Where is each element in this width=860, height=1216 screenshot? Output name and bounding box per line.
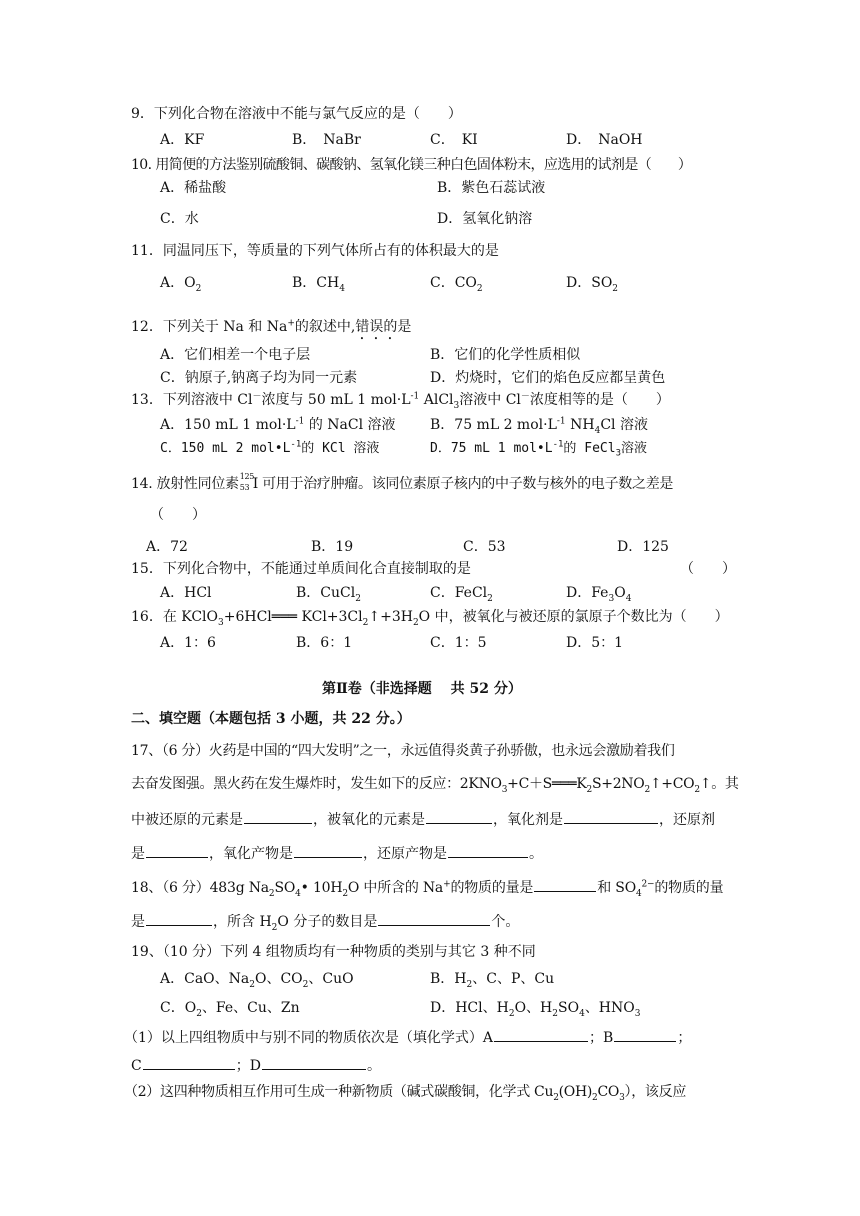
answer-blank[interactable]	[564, 809, 658, 824]
q14-paren: （ ）	[150, 507, 206, 523]
q11-stem: 11．同温同压下，等质量的下列气体所占有的体积最大的是	[131, 243, 499, 259]
q12-option-d: D．灼烧时，它们的焰色反应都呈黄色	[430, 370, 666, 386]
answer-blank[interactable]	[534, 877, 596, 892]
q9-option-b: B． NaBr	[292, 132, 361, 148]
answer-blank[interactable]	[294, 843, 362, 858]
isotope-notation: 125 53	[239, 472, 255, 492]
q9-stem: 9．下列化合物在溶液中不能与氯气反应的是（ ）	[131, 106, 462, 122]
q13-stem: 13．下列溶液中 Cl－浓度与 50 mL 1 $mol\cdot L^{-1}$ AlCl$_3$溶液中 Cl－浓度相等的是（ ）	[131, 391, 670, 411]
answer-blank[interactable]	[614, 1027, 676, 1042]
q16-stem: 16．在 KClO$_3$+6HCl═══ $KCl+3Cl_2↑+3H_2O$ 中，被氧化与被还原的氯原子个数比为（ ）	[131, 609, 729, 628]
answer-blank[interactable]	[146, 843, 208, 858]
q14-option-b: B．19	[311, 539, 354, 555]
q10-option-a: A．稀盐酸	[160, 180, 227, 196]
q14-option-d: D．125	[617, 539, 669, 555]
q15-stem: 15．下列化合物中，不能通过单质间化合直接制取的是	[131, 561, 471, 577]
q11-option-b: B．$CH_4$	[292, 275, 345, 294]
q16-option-a: A．1：6	[160, 635, 216, 651]
answer-blank[interactable]	[378, 911, 490, 926]
q10-option-b: B．紫色石蕊试液	[437, 180, 546, 196]
q15-option-a: A．HCl	[160, 585, 212, 601]
answer-blank[interactable]	[448, 843, 528, 858]
q13-option-b: B．75 mL 2 $mol\cdot L^{-1}$ $NH_4Cl$ 溶液	[430, 416, 648, 436]
q10-stem: 10. 用简便的方法鉴别硫酸铜、碳酸钠、氢氧化镁三种白色固体粉末，应选用的试剂是（ ）	[131, 157, 692, 173]
q11-option-a: A．$O_2$	[160, 275, 202, 294]
q12-option-c: C．钠原子,钠离子均为同一元素	[160, 370, 358, 386]
section-heading: 二、填空题（本题包括 3 小题，共 22 分。）	[131, 711, 411, 727]
q15-paren: （ ）	[680, 561, 736, 577]
q18-line1: 18、（6 分）483g $Na_2SO_4•$ $10H_2O$ 中所含的 Na+的物质的量是 和 $SO_4^{2-}$的物质的量	[131, 877, 723, 897]
section-title: 第Ⅱ卷（非选择题 共 52 分）	[322, 681, 522, 697]
answer-blank[interactable]	[244, 809, 312, 824]
q10-option-d: D．氢氧化钠溶	[437, 211, 533, 227]
q11-option-c: C．$CO_2$	[430, 275, 483, 294]
q17-line1: 17、（6 分）火药是中国的“四大发明”之一，永远值得炎黄子孙骄傲，也永远会激励着我们	[131, 743, 675, 759]
q13-option-c: C．150 mL 2 $mol•L^{-1}$的 KCl 溶液	[160, 439, 380, 456]
q19-part1-line2: C ；D 。	[131, 1055, 381, 1075]
q9-option-a: A．KF	[160, 132, 205, 148]
q19-part1-line1: （1）以上四组物质中与别不同的物质依次是（填化学式）A ；B ；	[124, 1027, 691, 1047]
answer-blank[interactable]	[262, 1055, 366, 1070]
q16-option-d: D．5：1	[566, 635, 624, 651]
q19-option-d: D．HCl、$H_2O$、$H_2SO_4$、$HNO_3$	[430, 1000, 641, 1019]
answer-blank[interactable]	[146, 911, 212, 926]
q9-option-d: D． NaOH	[566, 132, 643, 148]
answer-blank[interactable]	[426, 809, 492, 824]
q12-option-a: A．它们相差一个电子层	[160, 347, 311, 363]
q17-line3: 中被还原的元素是 ，被氧化的元素是 ，氧化剂是 ，还原剂	[131, 809, 715, 829]
q19-option-a: A．CaO、$Na_2O$、$CO_2$、CuO	[160, 971, 354, 990]
q15-option-d: D．$Fe_3O_4$	[566, 585, 632, 604]
q14-option-c: C．53	[463, 539, 506, 555]
q19-part2-line1: （2）这四种物质相互作用可生成一种新物质（碱式碳酸铜，化学式 $Cu_2(OH)_2CO_3$），该反应	[124, 1084, 687, 1103]
answer-blank[interactable]	[494, 1027, 588, 1042]
q12-option-b: B．它们的化学性质相似	[430, 347, 581, 363]
q18-line2: 是 ，所含 $H_2O$ 分子的数目是 个。	[131, 911, 519, 931]
q17-line4: 是 ，氧化产物是 ，还原产物是 。	[131, 843, 543, 863]
q16-option-c: C．1：5	[430, 635, 487, 651]
q15-option-b: B．CuCl$_2$	[296, 585, 361, 604]
q12-stem: 12．下列关于 Na 和 Na+的叙述中,错误的是	[131, 318, 412, 335]
q19-option-c: C．$O_2$、Fe、Cu、Zn	[160, 1000, 300, 1019]
q17-line2: 去奋发图强。黑火药在发生爆炸时，发生如下的反应：$2KNO_3+C+S═══K_2S+2NO_2↑+CO_2↑$。其	[131, 776, 739, 795]
answer-blank[interactable]	[143, 1055, 235, 1070]
q14-option-a: A．72	[146, 539, 188, 555]
q15-option-c: C．FeCl$_2$	[430, 585, 493, 604]
q19-stem: 19、（10 分）下列 4 组物质均有一种物质的类别与其它 3 种不同	[131, 944, 536, 960]
q19-option-b: B．$H_2$、C、P、Cu	[430, 971, 555, 990]
q11-option-d: D．$SO_2$	[566, 275, 619, 294]
q13-option-d: D．75 mL 1 $mol•L^{-1}$的 FeCl$_3$溶液	[430, 439, 647, 459]
q16-option-b: B．6：1	[296, 635, 353, 651]
q9-option-c: C． KI	[430, 132, 478, 148]
q14-stem: 14. 放射性同位素 125 53 I 可用于治疗肿瘤。该同位素原子核内的中子数与核外的电子数之差是	[131, 472, 674, 492]
q10-option-c: C．水	[160, 211, 199, 227]
q13-option-a: A．150 mL 1 $mol\cdot L^{-1}$ 的 NaCl 溶液	[160, 416, 396, 433]
